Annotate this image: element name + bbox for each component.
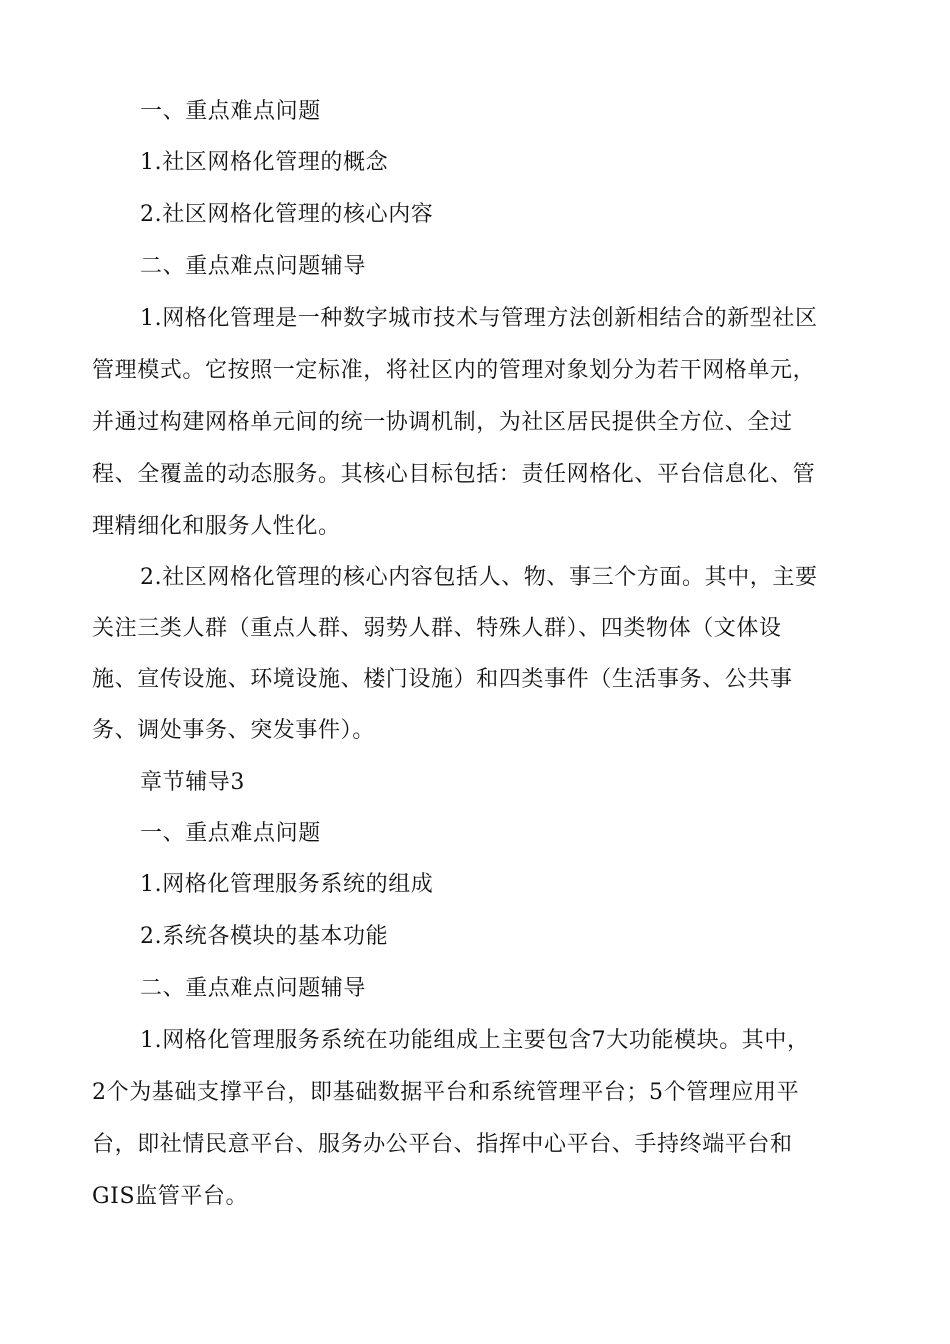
- heading-key-problems-1: 一、重点难点问题: [140, 99, 321, 124]
- chapter-heading: 章节辅导3: [140, 770, 245, 795]
- paragraph-line: 管理模式。它按照一定标准，将社区内的管理对象划分为若干网格单元，: [92, 358, 816, 383]
- heading-guidance-2: 二、重点难点问题辅导: [140, 976, 367, 1001]
- paragraph-line: 并通过构建网格单元间的统一协调机制，为社区居民提供全方位、全过: [92, 410, 793, 435]
- paragraph-line: 程、全覆盖的动态服务。其核心目标包括：责任网格化、平台信息化、管: [92, 462, 816, 487]
- paragraph-line: 1.网格化管理服务系统在功能组成上主要包含7大功能模块。其中，: [140, 1028, 810, 1053]
- paragraph-line: 1.网格化管理是一种数字城市技术与管理方法创新相结合的新型社区: [140, 306, 818, 331]
- paragraph-line: 台，即社情民意平台、服务办公平台、指挥中心平台、手持终端平台和: [92, 1132, 793, 1157]
- heading-key-problems-2: 一、重点难点问题: [140, 821, 321, 846]
- list-item: 2.社区网格化管理的核心内容: [140, 202, 434, 227]
- paragraph-line: 2.社区网格化管理的核心内容包括人、物、事三个方面。其中，主要: [140, 565, 818, 590]
- paragraph-line: 2个为基础支撑平台，即基础数据平台和系统管理平台；5个管理应用平: [92, 1080, 800, 1105]
- paragraph-line: 施、宣传设施、环境设施、楼门设施）和四类事件（生活事务、公共事: [92, 667, 793, 692]
- paragraph-line: 务、调处事务、突发事件）。: [92, 718, 375, 743]
- paragraph-line: GIS监管平台。: [92, 1184, 249, 1209]
- list-item: 1.网格化管理服务系统的组成: [140, 872, 434, 897]
- paragraph-line: 关注三类人群（重点人群、弱势人群、特殊人群）、四类物体（文体设: [92, 616, 782, 641]
- list-item: 1.社区网格化管理的概念: [140, 150, 389, 175]
- paragraph-line: 理精细化和服务人性化。: [92, 514, 341, 539]
- heading-guidance-1: 二、重点难点问题辅导: [140, 254, 367, 279]
- list-item: 2.系统各模块的基本功能: [140, 924, 389, 949]
